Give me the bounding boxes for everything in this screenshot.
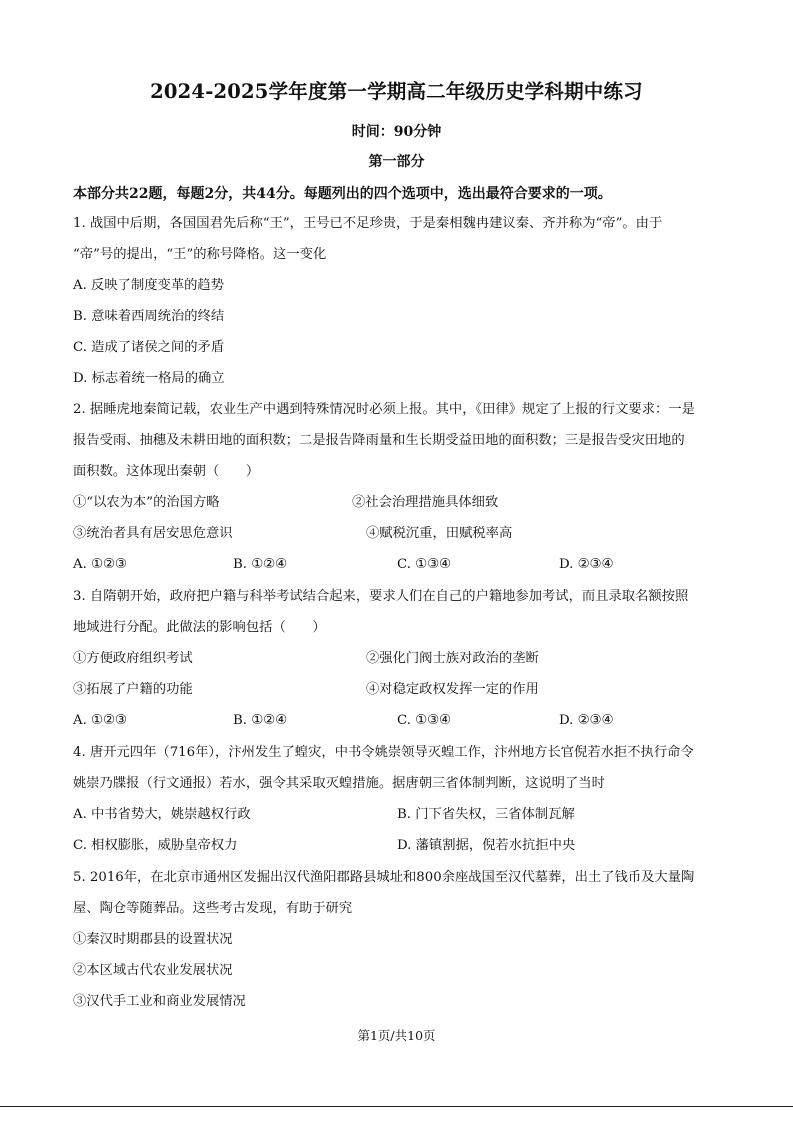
- statement-2: ②本区域古代农业发展状况: [73, 963, 233, 978]
- statement-2: ②社会治理措施具体细致: [352, 495, 499, 510]
- option-c: C. 相权膨胀，威胁皇帝权力: [73, 838, 238, 853]
- question-stem: “帝”号的提出，“王”的称号降格。这一变化: [73, 247, 327, 262]
- option-a: A. ①②③: [73, 713, 127, 728]
- question-stem: 姚崇乃牒报（行文通报）若水，强令其采取灭蝗措施。据唐朝三省体制判断，这说明了当时: [73, 776, 605, 791]
- option-a: A. 中书省势大，姚崇越权行政: [73, 807, 251, 822]
- exam-title: 2024-2025学年度第一学期高二年级历史学科期中练习: [150, 80, 643, 103]
- option-b: B. ①②④: [233, 713, 287, 728]
- statement-4: ④对稳定政权发挥一定的作用: [366, 682, 539, 697]
- option-c: C. 造成了诸侯之间的矛盾: [73, 340, 225, 355]
- exam-time: 时间：90分钟: [351, 124, 442, 140]
- option-b: B. 门下省失权，三省体制瓦解: [397, 807, 575, 822]
- statement-1: ①方便政府组织考试: [73, 651, 193, 666]
- option-b: B. 意味着西周统治的终结: [73, 309, 225, 324]
- option-c: C. ①③④: [397, 557, 451, 572]
- statement-3: ③拓展了户籍的功能: [73, 682, 193, 697]
- question-stem: 4. 唐开元四年（716年），汴州发生了蝗灾，中书令姚崇领导灭蝗工作，汴州地方长官倪若水拒不执行命令: [73, 745, 694, 760]
- statement-3: ③统治者具有居安思危意识: [73, 526, 233, 541]
- statement-1: ①“以农为本”的治国方略: [73, 495, 220, 510]
- section-heading: 第一部分: [368, 154, 425, 170]
- section-instruction: 本部分共22题，每题2分，共44分。每题列出的四个选项中，选出最符合要求的一项。: [73, 186, 612, 202]
- question-stem: 1. 战国中后期，各国国君先后称“王”，王号已不足珍贵，于是秦相魏冉建议秦、齐并称为“帝”。由于: [73, 216, 663, 231]
- question-stem: 5. 2016年，在北京市通州区发掘出汉代渔阳郡路县城址和800余座战国至汉代墓葬，出土了钱币及大量陶: [73, 870, 695, 885]
- statement-1: ①秦汉时期郡县的设置状况: [73, 932, 233, 947]
- statement-3: ③汉代手工业和商业发展情况: [73, 994, 246, 1009]
- option-a: A. ①②③: [73, 557, 127, 572]
- question-stem: 屋、陶仓等随葬品。这些考古发现，有助于研究: [73, 901, 353, 916]
- option-d: D. 藩镇割据，倪若水抗拒中央: [397, 838, 576, 853]
- option-b: B. ①②④: [233, 557, 287, 572]
- option-d: D. ②③④: [559, 713, 614, 728]
- question-stem: 3. 自隋朝开始，政府把户籍与科举考试结合起来，要求人们在自己的户籍地参加考试，而且录取名额按照: [73, 589, 689, 604]
- bottom-divider: [0, 1106, 793, 1107]
- page-number: 第1页/共10页: [357, 1028, 436, 1043]
- question-stem: 2. 据睡虎地秦简记载，农业生产中遇到特殊情况时必须上报。其中，《田律》规定了上报的行文要求：一是: [73, 402, 695, 417]
- option-c: C. ①③④: [397, 713, 451, 728]
- option-a: A. 反映了制度变革的趋势: [73, 278, 225, 293]
- option-d: D. 标志着统一格局的确立: [73, 371, 225, 386]
- question-stem: 报告受雨、抽穗及未耕田地的面积数；二是报告降雨量和生长期受益田地的面积数；三是报告受灾田地的: [73, 433, 685, 448]
- option-d: D. ②③④: [559, 557, 614, 572]
- question-stem: 面积数。这体现出秦朝（ ）: [73, 464, 260, 479]
- question-stem: 地域进行分配。此做法的影响包括（ ）: [73, 620, 326, 635]
- statement-2: ②强化门阀士族对政治的垄断: [366, 651, 539, 666]
- statement-4: ④赋税沉重，田赋税率高: [366, 526, 513, 541]
